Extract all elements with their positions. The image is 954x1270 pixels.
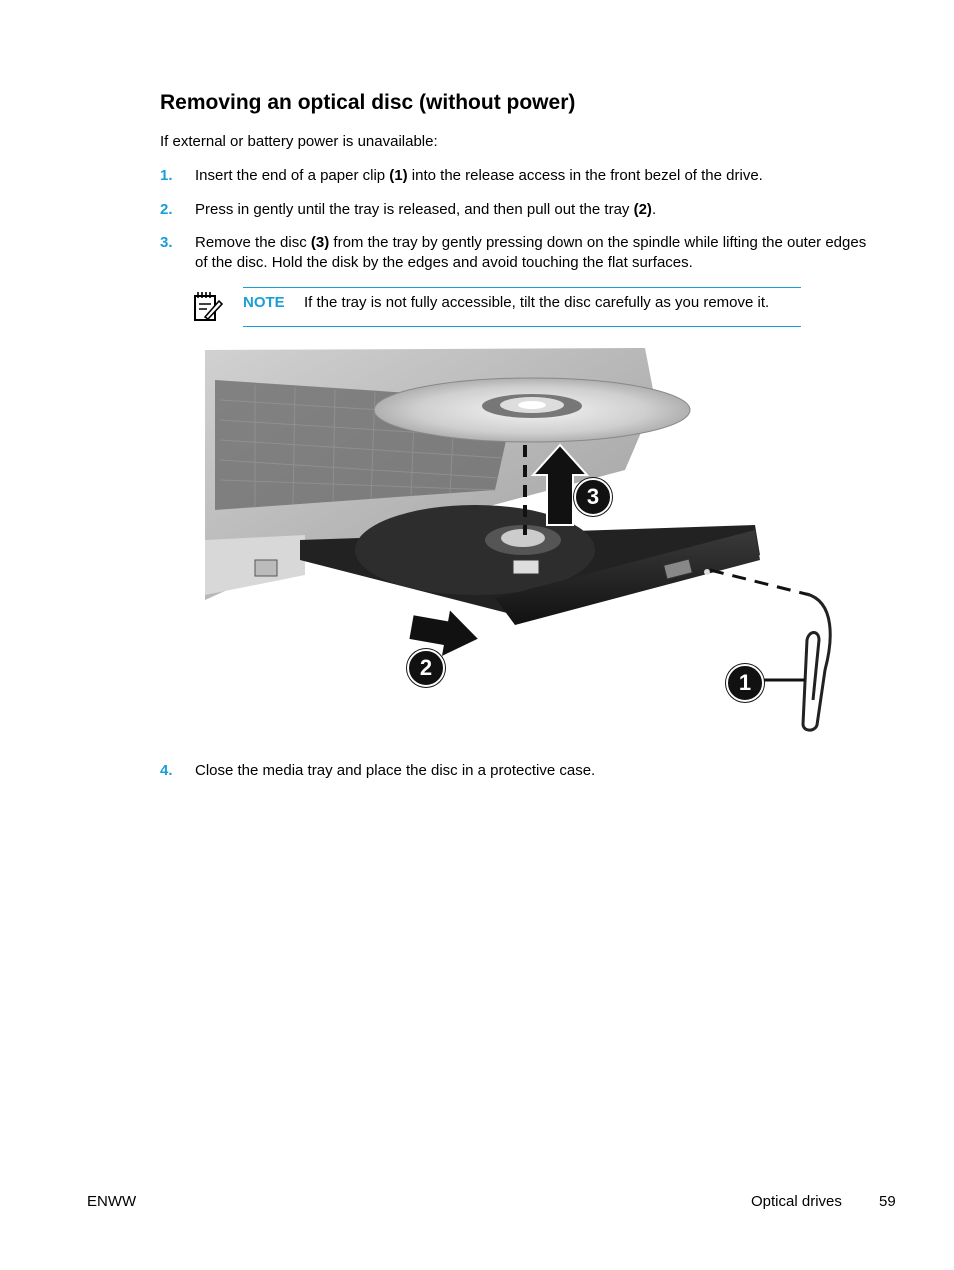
page-number: 59 [879,1193,896,1210]
callout-badge: 1 [726,664,764,702]
step-item [160,233,880,273]
step-item [160,761,880,781]
step-text: Press in gently until the tray is released, and then pull out the tray (2). [195,201,657,218]
step-item [160,166,880,186]
step-text: Remove the disc (3) from the tray by gently pressing down on the spindle while lifting the outer edges of the disc. Hold the disk by the edges and avoid touching the flat surfaces. [195,234,867,271]
callout-badge: 2 [407,649,445,687]
intro-text: If external or battery power is unavailable: [160,133,438,150]
note-text: If the tray is not fully accessible, tilt the disc carefully as you remove it. [304,294,770,311]
note-label: NOTE [243,294,285,311]
step-number: 4. [160,762,173,779]
step-number: 2. [160,201,173,218]
step-number: 3. [160,234,173,251]
step-number: 1. [160,167,173,184]
callout-badge: 3 [574,478,612,516]
note-pad-icon [193,290,223,322]
step-text: Close the media tray and place the disc in a protective case. [195,762,596,779]
note-box [243,287,801,327]
step-text: Insert the end of a paper clip (1) into the release access in the front bezel of the drive. [195,167,763,184]
footer-left: ENWW [87,1193,137,1210]
footer-section: Optical drives [751,1193,842,1210]
page-heading: Removing an optical disc (without power) [160,91,576,114]
step-item [160,200,880,220]
